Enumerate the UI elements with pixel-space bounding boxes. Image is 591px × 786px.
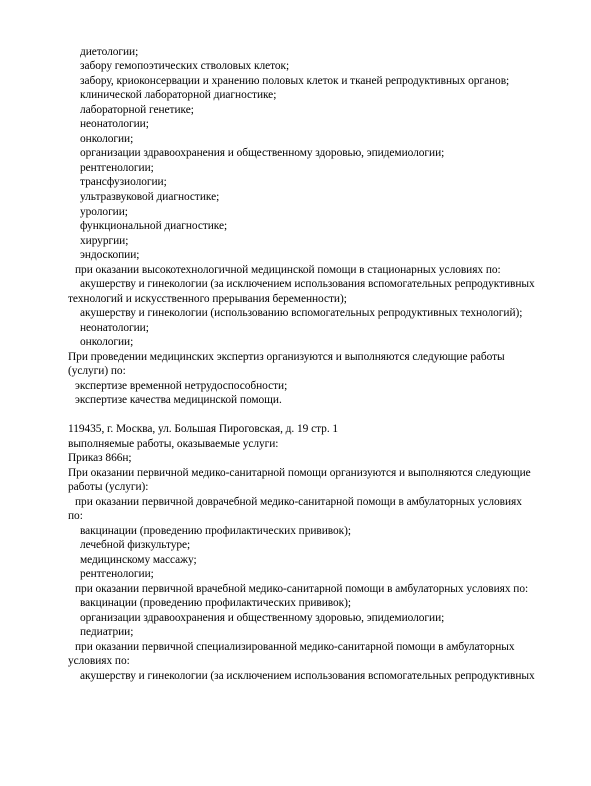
text-line: организации здравоохранения и общественному здоровью, эпидемиологии;	[80, 612, 445, 624]
text-line: рентгенологии;	[80, 162, 154, 174]
text-line: при оказании высокотехнологичной медицинской помощи в стационарных условиях по:	[75, 264, 501, 276]
text-line: хирургии;	[80, 235, 129, 247]
text-line: при оказании первичной доврачебной медико-санитарной помощи в амбулаторных условиях	[75, 496, 522, 508]
text-line: онкологии;	[80, 336, 134, 348]
text-line: диетологии;	[80, 46, 139, 58]
text-line: работы (услуги):	[68, 481, 149, 493]
text-line: трансфузиологии;	[80, 176, 167, 188]
text-line: ультразвуковой диагностике;	[80, 191, 220, 203]
text-line: лечебной физкультуре;	[80, 539, 191, 551]
text-line: акушерству и гинекологии (за исключением использования вспомогательных репродуктивных	[80, 670, 535, 682]
text-line: онкологии;	[80, 133, 134, 145]
text-line: При оказании первичной медико-санитарной помощи организуются и выполняются следующие	[68, 467, 531, 479]
text-line: вакцинации (проведению профилактических прививок);	[80, 597, 351, 609]
text-line: неонатологии;	[80, 322, 149, 334]
text-line: при оказании первичной специализированной медико-санитарной помощи в амбулаторных	[75, 641, 515, 653]
text-line: Приказ 866н;	[68, 452, 132, 464]
text-line: при оказании первичной врачебной медико-санитарной помощи в амбулаторных условиях по:	[75, 583, 529, 595]
text-line: условиях по:	[68, 655, 130, 667]
text-line: медицинскому массажу;	[80, 554, 197, 566]
text-line: по:	[68, 510, 83, 522]
text-line: забору гемопоэтических стволовых клеток;	[80, 60, 290, 72]
address-line: 119435, г. Москва, ул. Большая Пироговская, д. 19 стр. 1	[68, 423, 339, 435]
text-line: технологий и искусственного прерывания беременности);	[68, 293, 347, 305]
text-line: клинической лабораторной диагностике;	[80, 89, 277, 101]
text-line: неонатологии;	[80, 118, 149, 130]
text-line: педиатрии;	[80, 626, 134, 638]
text-line: эндоскопии;	[80, 249, 140, 261]
text-line: акушерству и гинекологии (за исключением использования вспомогательных репродуктивных	[80, 278, 535, 290]
text-line: акушерству и гинекологии (использованию вспомогательных репродуктивных технологий);	[80, 307, 523, 319]
text-line: экспертизе временной нетрудоспособности;	[75, 380, 288, 392]
text-line: (услуги) по:	[68, 365, 126, 377]
text-line: лабораторной генетике;	[80, 104, 194, 116]
text-line: организации здравоохранения и общественному здоровью, эпидемиологии;	[80, 147, 445, 159]
text-line: При проведении медицинских экспертиз организуются и выполняются следующие работы	[68, 351, 505, 363]
text-line: урологии;	[80, 206, 128, 218]
text-line: функциональной диагностике;	[80, 220, 228, 232]
text-line: выполняемые работы, оказываемые услуги:	[68, 438, 279, 450]
text-line: экспертизе качества медицинской помощи.	[75, 394, 282, 406]
text-line: рентгенологии;	[80, 568, 154, 580]
text-line: забору, криоконсервации и хранению половых клеток и тканей репродуктивных органов;	[80, 75, 510, 87]
text-line: вакцинации (проведению профилактических прививок);	[80, 525, 351, 537]
